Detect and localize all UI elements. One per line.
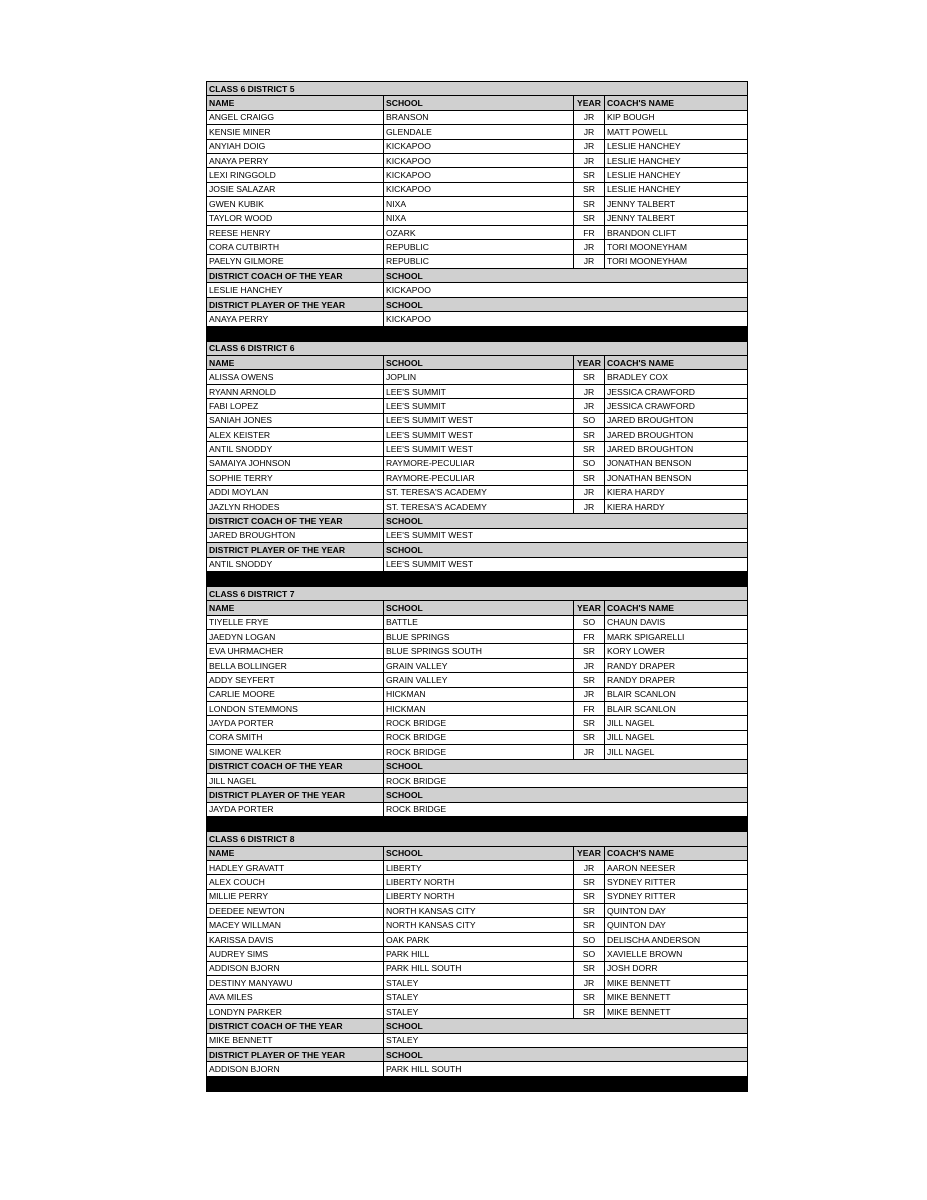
column-header-year: YEAR	[574, 846, 605, 860]
player-year: SR	[574, 370, 605, 384]
player-year: SR	[574, 1004, 605, 1018]
player-name: JOSIE SALAZAR	[207, 182, 384, 196]
player-row	[207, 990, 748, 1004]
player-school: LEE'S SUMMIT WEST	[384, 442, 574, 456]
coach-of-year-label: DISTRICT COACH OF THE YEAR	[207, 1019, 384, 1033]
player-coach: JARED BROUGHTON	[605, 427, 748, 441]
player-coach: LESLIE HANCHEY	[605, 168, 748, 182]
player-name: LONDON STEMMONS	[207, 702, 384, 716]
player-school: NORTH KANSAS CITY	[384, 918, 574, 932]
column-header-school: SCHOOL	[384, 356, 574, 370]
player-row	[207, 399, 748, 413]
coach-of-year-school-label: SCHOOL	[384, 1019, 748, 1033]
player-coach: MIKE BENNETT	[605, 990, 748, 1004]
player-school: NORTH KANSAS CITY	[384, 904, 574, 918]
player-row	[207, 182, 748, 196]
coach-of-year-label: DISTRICT COACH OF THE YEAR	[207, 514, 384, 528]
district-title: CLASS 6 DISTRICT 5	[207, 82, 748, 96]
player-of-year-row	[207, 802, 748, 816]
player-of-year-row	[207, 557, 748, 571]
player-year: SO	[574, 615, 605, 629]
player-year: SR	[574, 918, 605, 932]
player-coach: MATT POWELL	[605, 125, 748, 139]
player-school: LIBERTY	[384, 860, 574, 874]
player-name: JAEDYN LOGAN	[207, 630, 384, 644]
player-row	[207, 702, 748, 716]
coach-of-year-school-label: SCHOOL	[384, 759, 748, 773]
player-of-year-header-row	[207, 788, 748, 802]
player-year: SR	[574, 990, 605, 1004]
player-name: ANYIAH DOIG	[207, 139, 384, 153]
coach-of-year-header-row	[207, 759, 748, 773]
player-of-year-name: ANTIL SNODDY	[207, 557, 384, 571]
player-year: JR	[574, 254, 605, 268]
player-coach: JONATHAN BENSON	[605, 456, 748, 470]
player-coach: CHAUN DAVIS	[605, 615, 748, 629]
player-year: JR	[574, 125, 605, 139]
column-header-row	[207, 846, 748, 860]
player-of-year-school-label: SCHOOL	[384, 297, 748, 311]
player-name: ANAYA PERRY	[207, 153, 384, 167]
all-district-document	[206, 81, 747, 1092]
player-school: NIXA	[384, 211, 574, 225]
column-header-school: SCHOOL	[384, 96, 574, 110]
player-row	[207, 168, 748, 182]
player-school: STALEY	[384, 990, 574, 1004]
separator-bar	[207, 326, 748, 341]
player-school: LEE'S SUMMIT	[384, 399, 574, 413]
player-school: HICKMAN	[384, 702, 574, 716]
player-year: JR	[574, 499, 605, 513]
player-name: SIMONE WALKER	[207, 745, 384, 759]
player-of-year-label: DISTRICT PLAYER OF THE YEAR	[207, 543, 384, 557]
player-coach: SYDNEY RITTER	[605, 889, 748, 903]
player-school: LIBERTY NORTH	[384, 889, 574, 903]
player-name: CARLIE MOORE	[207, 687, 384, 701]
separator-bar	[207, 817, 748, 832]
player-coach: SYDNEY RITTER	[605, 875, 748, 889]
player-of-year-school: ROCK BRIDGE	[384, 802, 748, 816]
player-coach: TORI MOONEYHAM	[605, 254, 748, 268]
section-separator	[207, 326, 748, 341]
player-row	[207, 370, 748, 384]
player-coach: LESLIE HANCHEY	[605, 182, 748, 196]
player-school: HICKMAN	[384, 687, 574, 701]
player-coach: JILL NAGEL	[605, 730, 748, 744]
player-name: AUDREY SIMS	[207, 947, 384, 961]
player-name: FABI LOPEZ	[207, 399, 384, 413]
player-coach: KIP BOUGH	[605, 110, 748, 124]
player-coach: RANDY DRAPER	[605, 658, 748, 672]
all-district-table	[206, 81, 748, 1092]
coach-of-year-school-label: SCHOOL	[384, 269, 748, 283]
player-school: KICKAPOO	[384, 139, 574, 153]
player-name: AVA MILES	[207, 990, 384, 1004]
player-name: LEXI RINGGOLD	[207, 168, 384, 182]
player-school: STALEY	[384, 1004, 574, 1018]
player-row	[207, 427, 748, 441]
player-year: SO	[574, 947, 605, 961]
player-year: SR	[574, 197, 605, 211]
player-row	[207, 904, 748, 918]
player-of-year-school-label: SCHOOL	[384, 543, 748, 557]
player-coach: BRADLEY COX	[605, 370, 748, 384]
player-school: KICKAPOO	[384, 168, 574, 182]
player-row	[207, 211, 748, 225]
player-year: JR	[574, 860, 605, 874]
player-school: NIXA	[384, 197, 574, 211]
coach-of-year-header-row	[207, 269, 748, 283]
player-coach: TORI MOONEYHAM	[605, 240, 748, 254]
column-header-school: SCHOOL	[384, 601, 574, 615]
player-year: SO	[574, 456, 605, 470]
player-name: LONDYN PARKER	[207, 1004, 384, 1018]
player-coach: BRANDON CLIFT	[605, 225, 748, 239]
player-school: KICKAPOO	[384, 182, 574, 196]
player-year: JR	[574, 976, 605, 990]
player-school: BLUE SPRINGS	[384, 630, 574, 644]
player-school: GRAIN VALLEY	[384, 658, 574, 672]
player-year: JR	[574, 153, 605, 167]
coach-of-year-name: JILL NAGEL	[207, 773, 384, 787]
player-coach: MIKE BENNETT	[605, 976, 748, 990]
player-of-year-school-label: SCHOOL	[384, 1048, 748, 1062]
column-header-name: NAME	[207, 601, 384, 615]
player-school: JOPLIN	[384, 370, 574, 384]
player-year: SO	[574, 932, 605, 946]
player-year: SR	[574, 644, 605, 658]
district-title-row	[207, 586, 748, 600]
player-coach: LESLIE HANCHEY	[605, 153, 748, 167]
player-year: SR	[574, 730, 605, 744]
coach-of-year-school: ROCK BRIDGE	[384, 773, 748, 787]
player-school: LEE'S SUMMIT WEST	[384, 427, 574, 441]
player-coach: JESSICA CRAWFORD	[605, 399, 748, 413]
player-coach: JILL NAGEL	[605, 745, 748, 759]
player-year: SR	[574, 471, 605, 485]
player-year: JR	[574, 139, 605, 153]
player-year: SR	[574, 904, 605, 918]
player-row	[207, 889, 748, 903]
player-name: CORA SMITH	[207, 730, 384, 744]
player-name: ANGEL CRAIGG	[207, 110, 384, 124]
coach-of-year-header-row	[207, 1019, 748, 1033]
player-row	[207, 197, 748, 211]
player-coach: BLAIR SCANLON	[605, 702, 748, 716]
player-year: JR	[574, 745, 605, 759]
coach-of-year-school: LEE'S SUMMIT WEST	[384, 528, 748, 542]
player-name: MACEY WILLMAN	[207, 918, 384, 932]
player-year: JR	[574, 399, 605, 413]
player-name: ADDISON BJORN	[207, 961, 384, 975]
column-header-year: YEAR	[574, 356, 605, 370]
player-of-year-header-row	[207, 1048, 748, 1062]
district-title-row	[207, 832, 748, 846]
player-of-year-row	[207, 1062, 748, 1076]
player-name: KARISSA DAVIS	[207, 932, 384, 946]
player-name: JAZLYN RHODES	[207, 499, 384, 513]
player-name: ALEX KEISTER	[207, 427, 384, 441]
player-of-year-school: KICKAPOO	[384, 312, 748, 326]
player-row	[207, 456, 748, 470]
player-school: BATTLE	[384, 615, 574, 629]
column-header-year: YEAR	[574, 601, 605, 615]
player-name: GWEN KUBIK	[207, 197, 384, 211]
player-name: ALEX COUCH	[207, 875, 384, 889]
player-name: ADDI MOYLAN	[207, 485, 384, 499]
player-year: FR	[574, 702, 605, 716]
column-header-coach: COACH'S NAME	[605, 846, 748, 860]
player-of-year-row	[207, 312, 748, 326]
player-coach: KIERA HARDY	[605, 499, 748, 513]
district-title: CLASS 6 DISTRICT 7	[207, 586, 748, 600]
column-header-row	[207, 601, 748, 615]
section-separator	[207, 1076, 748, 1091]
player-row	[207, 139, 748, 153]
player-school: PARK HILL SOUTH	[384, 961, 574, 975]
player-row	[207, 254, 748, 268]
player-name: TIYELLE FRYE	[207, 615, 384, 629]
player-school: REPUBLIC	[384, 254, 574, 268]
player-school: LEE'S SUMMIT	[384, 384, 574, 398]
player-row	[207, 125, 748, 139]
player-year: SR	[574, 211, 605, 225]
player-coach: JOSH DORR	[605, 961, 748, 975]
coach-of-year-row	[207, 1033, 748, 1047]
player-coach: JARED BROUGHTON	[605, 442, 748, 456]
player-name: ANTIL SNODDY	[207, 442, 384, 456]
player-coach: KORY LOWER	[605, 644, 748, 658]
coach-of-year-header-row	[207, 514, 748, 528]
coach-of-year-school: STALEY	[384, 1033, 748, 1047]
player-of-year-name: ADDISON BJORN	[207, 1062, 384, 1076]
player-coach: BLAIR SCANLON	[605, 687, 748, 701]
coach-of-year-name: MIKE BENNETT	[207, 1033, 384, 1047]
coach-of-year-label: DISTRICT COACH OF THE YEAR	[207, 269, 384, 283]
player-row	[207, 442, 748, 456]
section-separator	[207, 571, 748, 586]
player-coach: MARK SPIGARELLI	[605, 630, 748, 644]
player-coach: JARED BROUGHTON	[605, 413, 748, 427]
player-name: KENSIE MINER	[207, 125, 384, 139]
column-header-year: YEAR	[574, 96, 605, 110]
player-row	[207, 413, 748, 427]
player-of-year-name: ANAYA PERRY	[207, 312, 384, 326]
player-coach: LESLIE HANCHEY	[605, 139, 748, 153]
player-name: HADLEY GRAVATT	[207, 860, 384, 874]
player-row	[207, 673, 748, 687]
player-row	[207, 947, 748, 961]
player-row	[207, 225, 748, 239]
player-row	[207, 716, 748, 730]
player-coach: QUINTON DAY	[605, 904, 748, 918]
coach-of-year-label: DISTRICT COACH OF THE YEAR	[207, 759, 384, 773]
player-coach: QUINTON DAY	[605, 918, 748, 932]
player-year: SR	[574, 673, 605, 687]
player-coach: JENNY TALBERT	[605, 197, 748, 211]
player-name: BELLA BOLLINGER	[207, 658, 384, 672]
player-year: SR	[574, 889, 605, 903]
player-school: GRAIN VALLEY	[384, 673, 574, 687]
player-school: STALEY	[384, 976, 574, 990]
player-name: SANIAH JONES	[207, 413, 384, 427]
player-row	[207, 499, 748, 513]
player-year: JR	[574, 384, 605, 398]
player-row	[207, 615, 748, 629]
player-name: JAYDA PORTER	[207, 716, 384, 730]
player-coach: XAVIELLE BROWN	[605, 947, 748, 961]
column-header-school: SCHOOL	[384, 846, 574, 860]
player-year: JR	[574, 240, 605, 254]
player-of-year-header-row	[207, 297, 748, 311]
player-coach: JESSICA CRAWFORD	[605, 384, 748, 398]
player-name: RYANN ARNOLD	[207, 384, 384, 398]
player-coach: AARON NEESER	[605, 860, 748, 874]
player-row	[207, 860, 748, 874]
column-header-coach: COACH'S NAME	[605, 601, 748, 615]
player-row	[207, 961, 748, 975]
player-school: ROCK BRIDGE	[384, 716, 574, 730]
player-name: DEEDEE NEWTON	[207, 904, 384, 918]
player-row	[207, 471, 748, 485]
player-of-year-header-row	[207, 543, 748, 557]
player-row	[207, 1004, 748, 1018]
player-school: RAYMORE-PECULIAR	[384, 471, 574, 485]
player-name: SOPHIE TERRY	[207, 471, 384, 485]
player-row	[207, 932, 748, 946]
player-name: ADDY SEYFERT	[207, 673, 384, 687]
player-school: BRANSON	[384, 110, 574, 124]
player-year: SR	[574, 427, 605, 441]
column-header-name: NAME	[207, 356, 384, 370]
column-header-name: NAME	[207, 96, 384, 110]
column-header-name: NAME	[207, 846, 384, 860]
player-row	[207, 875, 748, 889]
coach-of-year-name: JARED BROUGHTON	[207, 528, 384, 542]
district-title: CLASS 6 DISTRICT 6	[207, 341, 748, 355]
player-school: OZARK	[384, 225, 574, 239]
player-school: REPUBLIC	[384, 240, 574, 254]
player-of-year-label: DISTRICT PLAYER OF THE YEAR	[207, 1048, 384, 1062]
player-name: MILLIE PERRY	[207, 889, 384, 903]
player-school: OAK PARK	[384, 932, 574, 946]
player-row	[207, 384, 748, 398]
player-year: FR	[574, 630, 605, 644]
player-name: CORA CUTBIRTH	[207, 240, 384, 254]
column-header-row	[207, 96, 748, 110]
player-school: KICKAPOO	[384, 153, 574, 167]
player-school: ST. TERESA'S ACADEMY	[384, 485, 574, 499]
player-school: RAYMORE-PECULIAR	[384, 456, 574, 470]
player-coach: RANDY DRAPER	[605, 673, 748, 687]
player-name: ALISSA OWENS	[207, 370, 384, 384]
section-separator	[207, 817, 748, 832]
player-year: SR	[574, 442, 605, 456]
player-row	[207, 658, 748, 672]
player-coach: JENNY TALBERT	[605, 211, 748, 225]
player-year: JR	[574, 485, 605, 499]
player-school: PARK HILL	[384, 947, 574, 961]
player-school: ST. TERESA'S ACADEMY	[384, 499, 574, 513]
player-of-year-school: LEE'S SUMMIT WEST	[384, 557, 748, 571]
player-of-year-name: JAYDA PORTER	[207, 802, 384, 816]
player-coach: JONATHAN BENSON	[605, 471, 748, 485]
player-of-year-label: DISTRICT PLAYER OF THE YEAR	[207, 788, 384, 802]
coach-of-year-row	[207, 773, 748, 787]
player-school: ROCK BRIDGE	[384, 745, 574, 759]
separator-bar	[207, 1076, 748, 1091]
player-of-year-school: PARK HILL SOUTH	[384, 1062, 748, 1076]
player-year: FR	[574, 225, 605, 239]
player-coach: DELISCHA ANDERSON	[605, 932, 748, 946]
district-title-row	[207, 341, 748, 355]
district-title: CLASS 6 DISTRICT 8	[207, 832, 748, 846]
player-row	[207, 730, 748, 744]
coach-of-year-name: LESLIE HANCHEY	[207, 283, 384, 297]
player-row	[207, 687, 748, 701]
player-row	[207, 745, 748, 759]
column-header-row	[207, 356, 748, 370]
player-coach: JILL NAGEL	[605, 716, 748, 730]
player-year: SO	[574, 413, 605, 427]
player-year: JR	[574, 110, 605, 124]
player-year: SR	[574, 168, 605, 182]
player-row	[207, 110, 748, 124]
player-name: REESE HENRY	[207, 225, 384, 239]
player-row	[207, 644, 748, 658]
district-title-row	[207, 82, 748, 96]
player-name: DESTINY MANYAWU	[207, 976, 384, 990]
player-coach: MIKE BENNETT	[605, 1004, 748, 1018]
player-of-year-school-label: SCHOOL	[384, 788, 748, 802]
player-year: SR	[574, 716, 605, 730]
coach-of-year-row	[207, 528, 748, 542]
player-row	[207, 153, 748, 167]
player-row	[207, 918, 748, 932]
player-year: SR	[574, 961, 605, 975]
coach-of-year-school-label: SCHOOL	[384, 514, 748, 528]
player-school: GLENDALE	[384, 125, 574, 139]
player-row	[207, 630, 748, 644]
separator-bar	[207, 571, 748, 586]
player-row	[207, 485, 748, 499]
player-year: SR	[574, 182, 605, 196]
player-name: EVA UHRMACHER	[207, 644, 384, 658]
player-school: ROCK BRIDGE	[384, 730, 574, 744]
column-header-coach: COACH'S NAME	[605, 96, 748, 110]
player-year: SR	[574, 875, 605, 889]
player-name: SAMAIYA JOHNSON	[207, 456, 384, 470]
player-row	[207, 240, 748, 254]
player-coach: KIERA HARDY	[605, 485, 748, 499]
player-school: LEE'S SUMMIT WEST	[384, 413, 574, 427]
player-year: JR	[574, 687, 605, 701]
player-name: TAYLOR WOOD	[207, 211, 384, 225]
player-of-year-label: DISTRICT PLAYER OF THE YEAR	[207, 297, 384, 311]
player-school: BLUE SPRINGS SOUTH	[384, 644, 574, 658]
coach-of-year-school: KICKAPOO	[384, 283, 748, 297]
column-header-coach: COACH'S NAME	[605, 356, 748, 370]
coach-of-year-row	[207, 283, 748, 297]
player-school: LIBERTY NORTH	[384, 875, 574, 889]
player-year: JR	[574, 658, 605, 672]
player-name: PAELYN GILMORE	[207, 254, 384, 268]
player-row	[207, 976, 748, 990]
